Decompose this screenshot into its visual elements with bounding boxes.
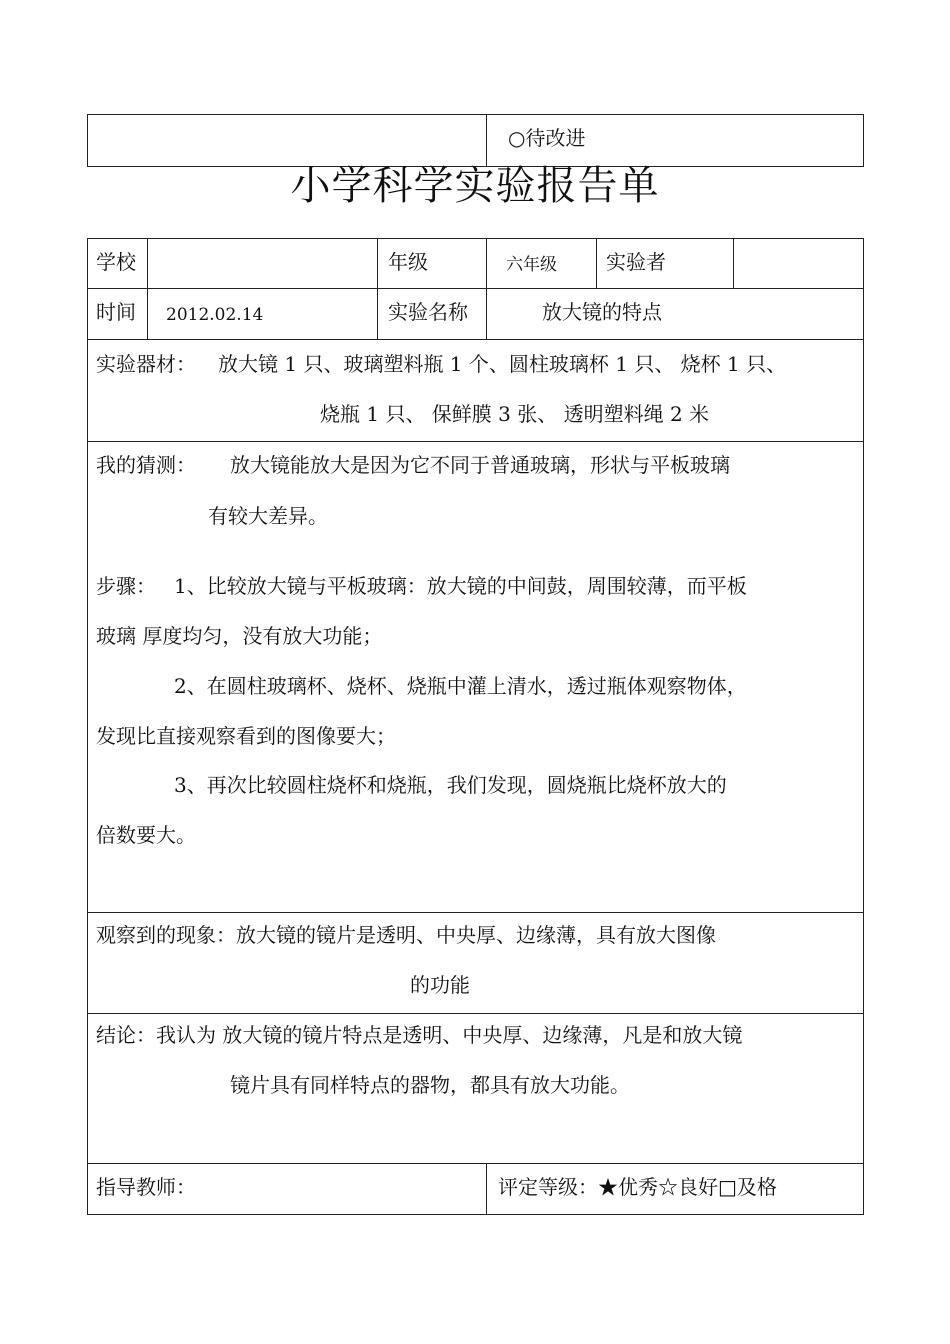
step-3-line-2: 倍数要大。 bbox=[96, 823, 196, 847]
grade-label: 年级 bbox=[388, 250, 428, 274]
step-2-line-2: 发现比直接观察看到的图像要大； bbox=[96, 724, 396, 748]
col-divider bbox=[733, 238, 734, 288]
step-2-line-1: 2、在圆柱玻璃杯、烧杯、烧瓶中灌上清水，透过瓶体观察物体， bbox=[174, 674, 747, 698]
row-divider bbox=[87, 441, 864, 442]
materials-line-1: 放大镜 1 只、玻璃塑料瓶 1 个、圆柱玻璃杯 1 只、 烧杯 1 只、 bbox=[218, 352, 787, 376]
col-divider bbox=[147, 238, 148, 339]
step-3-line-1: 3、再次比较圆柱烧杯和烧瓶，我们发现，圆烧瓶比烧杯放大的 bbox=[174, 773, 727, 797]
school-label: 学校 bbox=[96, 250, 136, 274]
conclusion-line-1: 结论：我认为 放大镜的镜片特点是透明、中央厚、边缘薄，凡是和放大镜 bbox=[96, 1023, 743, 1047]
observation-line-1: 观察到的现象：放大镜的镜片是透明、中央厚、边缘薄，具有放大图像 bbox=[96, 923, 716, 947]
observation-line-2: 的功能 bbox=[410, 973, 470, 997]
step-1-line-1: 1、比较放大镜与平板玻璃：放大镜的中间鼓，周围较薄，而平板 bbox=[174, 574, 747, 598]
col-divider bbox=[596, 238, 597, 288]
experiment-name-value: 放大镜的特点 bbox=[542, 300, 662, 324]
col-divider bbox=[486, 238, 487, 339]
guess-label: 我的猜测： bbox=[96, 453, 196, 477]
step-1-line-2: 玻璃 厚度均匀，没有放大功能； bbox=[96, 624, 383, 648]
materials-line-2: 烧瓶 1 只、 保鲜膜 3 张、 透明塑料绳 2 米 bbox=[320, 402, 710, 426]
row-divider bbox=[87, 1013, 864, 1014]
time-label: 时间 bbox=[96, 300, 136, 324]
row-divider bbox=[87, 339, 864, 340]
time-value: 2012.02.14 bbox=[166, 305, 264, 325]
row-divider bbox=[87, 912, 864, 913]
guess-line-1: 放大镜能放大是因为它不同于普通玻璃，形状与平板玻璃 bbox=[230, 453, 730, 477]
col-divider bbox=[377, 238, 378, 339]
guess-line-2: 有较大差异。 bbox=[208, 504, 328, 528]
experimenter-label: 实验者 bbox=[606, 250, 666, 274]
grade-value: 六年级 bbox=[506, 255, 557, 275]
row-divider bbox=[87, 1163, 864, 1164]
page-title: 小学科学实验报告单 bbox=[290, 163, 660, 209]
conclusion-line-2: 镜片具有同样特点的器物，都具有放大功能。 bbox=[230, 1073, 630, 1097]
row-divider bbox=[87, 288, 864, 289]
status-option-pending: ○待改进 bbox=[508, 126, 586, 150]
experiment-name-label: 实验名称 bbox=[388, 300, 468, 324]
teacher-label: 指导教师： bbox=[96, 1175, 196, 1199]
steps-label: 步骤： bbox=[96, 574, 156, 598]
materials-label: 实验器材： bbox=[96, 352, 196, 376]
col-divider bbox=[486, 1163, 487, 1215]
rating-line: 评定等级：★优秀☆良好□及格 bbox=[498, 1175, 777, 1199]
